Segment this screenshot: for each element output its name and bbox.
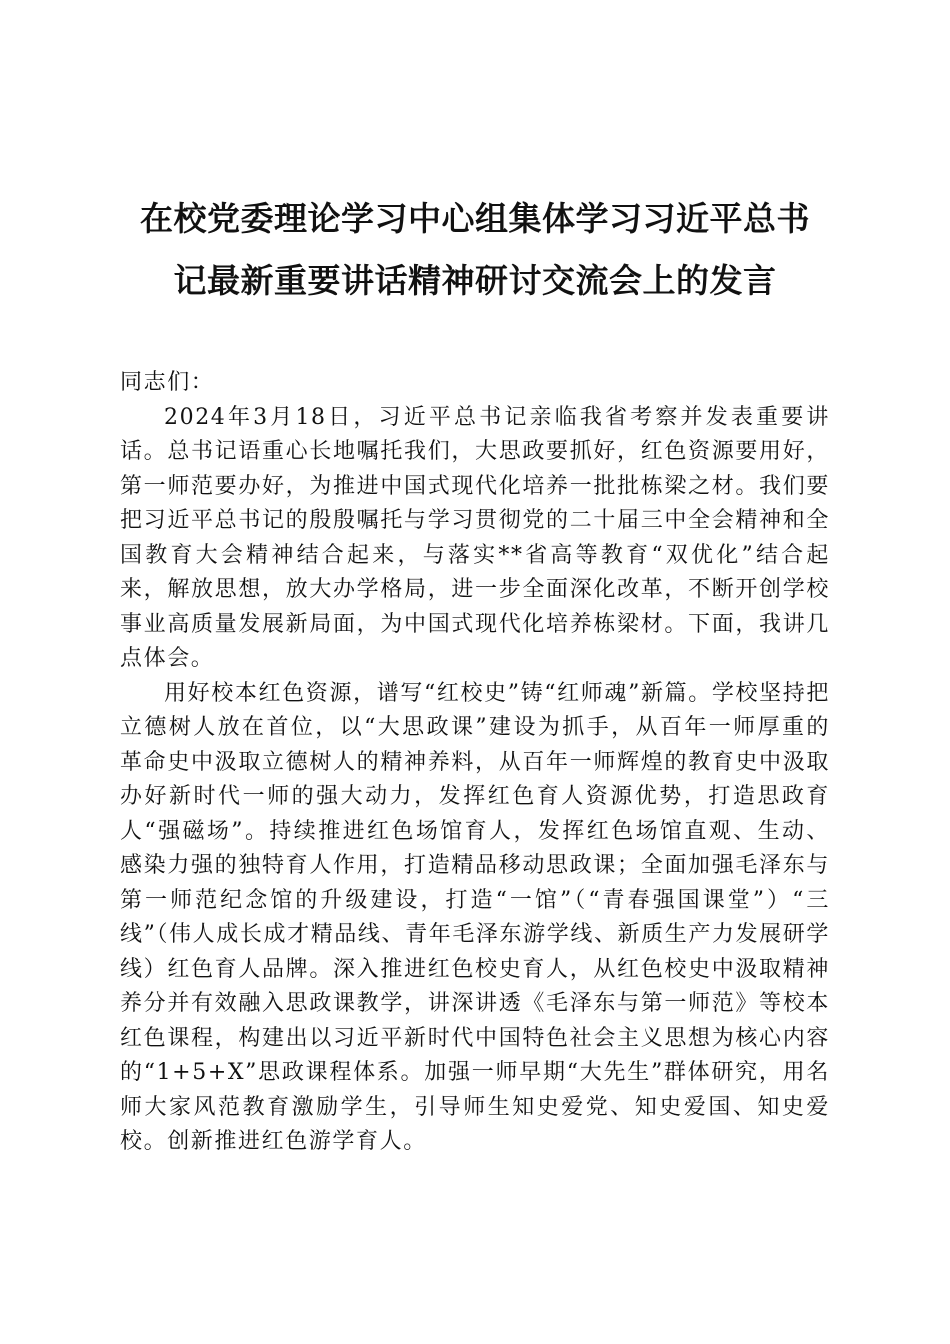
paragraph-red-resources: 用好校本红色资源，谱写“红校史”铸“红师魂”新篇。学校坚持把立德树人放在首位，以“大思政课”建设为抓手，从百年一师厚重的革命史中汲取立德树人的精神养料，从百年一师辉煌的教育史中汲取办好新时代一师的强大动力，发挥红色育人资源优势，打造思政育人“强磁场”。持续推进红色场馆育人，发挥红色场馆直观、生动、感染力强的独特育人作用，打造精品移动思政课；全面加强毛泽东与第一师范纪念馆的升级建设，打造“一馆”（“青春强国课堂”）“三线”（伟人成长成才精品线、青年毛泽东游学线、新质生产力发展研学线）红色育人品牌。深入推进红色校史育人，从红色校史中汲取精神养分并有效融入思政课教学，讲深讲透《毛泽东与第一师范》等校本红色课程，构建出以习近平新时代中国特色社会主义思想为核心内容的“1+5+X”思政课程体系。加强一师早期“大先生”群体研究，用名师大家风范教育激励学生，引导师生知史爱党、知史爱国、知史爱校。创新推进红色游学育人。 bbox=[120, 680, 830, 1154]
document-body bbox=[120, 366, 830, 1160]
title-line-1: 在校党委理论学习中心组集体学习习近平总书 bbox=[140, 199, 810, 238]
title-line-2: 记最新重要讲话精神研讨交流会上的发言 bbox=[173, 261, 777, 300]
document-title bbox=[110, 188, 840, 312]
salutation: 同志们： bbox=[120, 370, 215, 395]
paragraph-intro: 2024年3月18日，习近平总书记亲临我省考察并发表重要讲话。总书记语重心长地嘱托我们，大思政要抓好，红色资源要用好，第一师范要办好，为推进中国式现代化培养一批批栋梁之材。我们要把习近平总书记的殷殷嘱托与学习贯彻党的二十届三中全会精神和全国教育大会精神结合起来，与落实**省高等教育“双优化”结合起来，解放思想，放大办学格局，进一步全面深化改革，不断开创学校事业高质量发展新局面，为中国式现代化培养栋梁材。下面，我讲几点体会。 bbox=[120, 404, 830, 671]
